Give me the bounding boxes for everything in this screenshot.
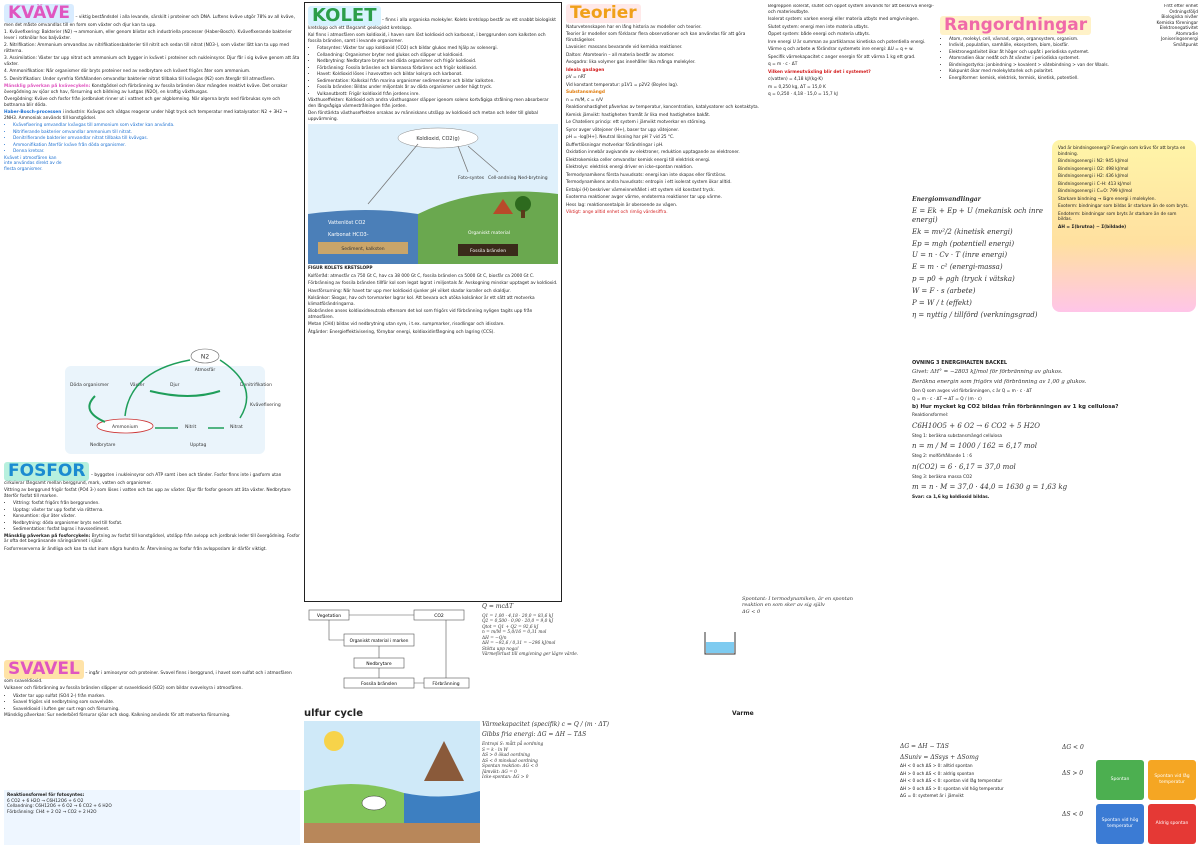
teori-line: Dalton: Atomteorin – all materia består av atomer. xyxy=(566,52,675,58)
gibbs-cond-2: ΔS > 0 xyxy=(1062,769,1084,777)
kol-fig-text: Kolförråd: atmosfär ca 750 Gt C, hav ca 38 000 Gt C, fossila bränslen ca 5000 Gt C, biosfär ca 2000 Gt C. xyxy=(308,273,535,279)
teori2-section xyxy=(768,4,938,204)
rang-tr-line: Joniseringsenergi xyxy=(1161,37,1198,42)
note2-line: Värmekapacitet (specifik) c = Q / (m · ΔT) xyxy=(482,720,610,728)
teori-formula-heading: Ideala gaslagen xyxy=(566,67,605,73)
gibbs-line: ΔH < 0 och ΔS > 0: alltid spontan xyxy=(900,764,973,770)
teori-gas-text: Vid konstant temperatur: p1V1 = p2V2 (Boyles lag). xyxy=(566,82,679,88)
ovning-step: Steg 3: beräkna massa CO2 xyxy=(912,474,973,480)
kvave-p3: 3. Assimilation: Växter tar upp nitrat och ammonium och bygger in kvävet i proteiner och nukleinsyror. Djur får i sig kväve genom att äta växter. xyxy=(4,56,300,67)
svavel-human: Mänsklig påverkan: Sur nederbörd försurar sjöar och skog. Kalkning används för att motverka försurning. xyxy=(4,713,231,719)
nitrat-label: Nitrat xyxy=(230,425,243,430)
energi-line: W = F · s (arbete) xyxy=(912,287,976,296)
kvave-p5: 5. Denitrifikation: Under syrefria förhållanden omvandlar bakterier nitrat tillbaka till kvävgas (N2) som återgår till atmosfären. xyxy=(4,76,276,82)
sediment-label: Sediment, kalksten xyxy=(341,247,385,253)
ocean-label: Vattenlöst CO2 xyxy=(328,220,366,227)
teori2-line: Slutet system: energi men inte materia utbyts. xyxy=(768,24,869,30)
fosfor-human: Brytning av fosfat till konstgödsel, utsläpp från avlopp och jordbruk leder till övergödning. Fosfor är ofta det begränsande näringsämnet i sjöar. xyxy=(4,533,300,545)
list-item: • Vittring: fosfat frigörs från berggrunden. xyxy=(13,501,300,507)
note2-line: Spontan reaktion: ΔG < 0 xyxy=(482,764,539,770)
ovning-step: n(CO2) = 6 · 6,17 = 37,0 mol xyxy=(912,462,1016,471)
ovning-line: Q = m · c · ΔT ⇒ ΔT = Q / (m · c) xyxy=(912,396,982,402)
teori-mol: n = m/M, c = n/V xyxy=(566,97,603,103)
fix-label: Kvävefixering xyxy=(250,403,281,408)
list-item: • Vulkanutbrott: Frigör koldioxid från jordens inre. xyxy=(317,92,558,98)
list-item: • Upptag: växter tar upp fosfat via rötterna. xyxy=(13,508,300,514)
cow-icon xyxy=(362,796,386,810)
sulfur-cycle-diagram xyxy=(304,721,480,843)
flowchart xyxy=(304,606,480,706)
teori-more: Kemisk jämvikt: hastigheten framåt är lika med hastigheten bakåt. xyxy=(566,112,711,118)
ovning-line: Beräkna energin som frigörs vid förbränning av 1,00 g glukos. xyxy=(912,379,1087,386)
fc-label-4: Nedbrytare xyxy=(366,662,392,667)
teori2-line: Isolerat system: varken energi eller materia utbyts med omgivningen. xyxy=(768,17,919,22)
teori2-line: Öppet system: både energi och materia utbyts. xyxy=(768,32,871,37)
note2-line: Icke-spontan: ΔG > 0 xyxy=(482,775,529,781)
bottom-left-l4: Förbränning: CH4 + 2 O2 → CO2 + 2 H2O xyxy=(7,809,97,815)
ovning-line: Givet: ΔH° = −2803 kJ/mol för förbränning av glukos. xyxy=(912,369,1063,376)
rang-tr-line: Elektronegativitet xyxy=(1159,26,1198,31)
gibbs-cond-3: ΔS < 0 xyxy=(1062,811,1084,819)
teori-more: Exoterma reaktioner avger värme, endoterma reaktioner tar upp värme. xyxy=(566,195,722,201)
teori-more: Le Chateliers princip: ett system i jämvikt motverkar en störning. xyxy=(566,120,707,126)
ovning-step: m = n · M = 37,0 · 44,0 = 1630 g = 1,63 kg xyxy=(912,483,1068,492)
list-item: • Bindningsstyrka: jonbindning > kovalent > vätebindning > van der Waals. xyxy=(949,63,1136,69)
list-item: • Ammonifikation återför kväve från döda organismer. xyxy=(13,143,300,149)
teori-section xyxy=(566,4,766,596)
teori2-line: Specifik värmekapacitet c anger energin för att värma 1 kg ett grad. xyxy=(768,54,916,60)
soil xyxy=(304,823,480,843)
list-item: • Cellandning: Organismer bryter ned glukos och släpper ut koldioxid. xyxy=(317,53,558,59)
resp-label: Cell-andning xyxy=(488,176,517,182)
box-line: Bindningsenergi i C=O: 799 kJ/mol xyxy=(1058,189,1133,194)
rang-tr-line: Smältpunkt xyxy=(1173,42,1198,48)
kvave-side-note: Kvävet i atmosfären kan inte användas direkt av de flesta organismer. xyxy=(4,155,62,172)
list-item: • Havet: Koldioxid löses i havsvatten och bildar kolsyra och karbonat. xyxy=(317,72,558,78)
energi-line: E = Ek + Ep + U (mekanisk och inre energi) xyxy=(912,206,1043,224)
list-item: • Denitrifierande bakterier omvandlar nitrat tillbaka till kvävgas. xyxy=(13,136,300,142)
ovning-step: Reaktionsformel: xyxy=(912,413,949,419)
decomp-label: Nedbrytare xyxy=(90,443,116,448)
fossil-label: Fossila bränslen xyxy=(469,249,507,255)
list-item: • Nedbrytning: döda organismer bryts ned till fosfat. xyxy=(13,521,300,527)
rang-tr-line: Kemiska föreningar xyxy=(1156,20,1198,26)
fc-arrows xyxy=(329,615,446,683)
teori-more: Termodynamikens andra huvudsats: entropin i ett isolerat system ökar alltid. xyxy=(566,180,732,186)
animals-label: Djur xyxy=(170,383,180,388)
kvave-title: KVÄVE xyxy=(4,4,74,23)
box-line: ΔH = Σ(brutna) − Σ(bildade) xyxy=(1058,224,1127,230)
teori-line: Lavoisier: massans bevarande vid kemiska reaktioner. xyxy=(566,45,683,51)
box-spontan xyxy=(1096,760,1144,800)
fosfor-extra: Fosforreserverna är ändliga och kan ta slut inom några hundra år. Återvinning av fosfor från avloppsslam är därför viktigt. xyxy=(4,546,267,552)
note-line: Stötta upp noga! xyxy=(482,646,519,652)
kvave-p1: 1. Kvävefixering: Bakterier (N2) → ammonium, eller genom blixtar och industriella processer (Haber-Bosch). Kvävefixerande bakterier lever i rotknölar hos baljväxter. xyxy=(4,30,292,41)
box-lowT xyxy=(1148,760,1196,800)
kvave-p4: 4. Ammonifikation: När organismer dör bryts proteiner ned av nedbrytare och kvävet frigörs åter som ammonium. xyxy=(4,69,251,75)
energi-line: P = W / t (effekt) xyxy=(912,299,972,308)
list-item: • Växter tar upp sulfat (SO4 2-) från marken. xyxy=(13,694,300,700)
ovning-heading: ÖVNING 3 ENERGIHALTEN BACKEL xyxy=(912,360,1008,366)
box-never xyxy=(1148,804,1196,844)
sulfur-cycle-title: ulfur cycle xyxy=(304,708,364,719)
beaker-icon xyxy=(700,630,740,656)
gibbs-section xyxy=(900,740,1060,846)
box-spontan-label: Spontan xyxy=(1110,777,1130,783)
teori-more: Elektrokemiska celler omvandlar kemisk energi till elektrisk energi. xyxy=(566,157,711,163)
ovning-step: Steg 1: beräkna substansmängd cellulosa xyxy=(912,433,1003,439)
dead-label: Döda organismer xyxy=(70,383,109,388)
list-item: • Svavel frigörs vid nedbrytning som svavelväte. xyxy=(13,700,300,706)
gibbs-line: ΔH > 0 och ΔS < 0: aldrig spontan xyxy=(900,771,975,777)
rang-section xyxy=(940,4,1136,140)
tree xyxy=(515,196,531,212)
upptag-label: Upptag xyxy=(190,443,207,448)
box-never-label: Aldrig spontan xyxy=(1155,821,1189,827)
note-line: Q2 = 0,500 · 0,90 · 20,0 = 9,0 kJ xyxy=(482,619,554,625)
n2-label: N2 xyxy=(200,353,210,361)
list-item: • Elektronegativitet ökar åt höger och uppåt i periodiska systemet. xyxy=(949,50,1136,56)
notes-mid2-title: Varme xyxy=(732,710,754,717)
bottom-left-l3: Cellandning: C6H12O6 + 6 O2 → 6 CO2 + 6 H2O xyxy=(7,804,112,809)
list-item: • Atomradien ökar nedåt och åt vänster i periodiska systemet. xyxy=(949,56,1136,62)
kol-p3: Den förstärkta växthuseffekten orsakas av människans utsläpp av koldioxid och metan och leder till global uppvärmning. xyxy=(308,111,538,122)
box-highT-label: Spontan vid hög temperatur xyxy=(1101,818,1139,829)
rang-title: Rangordningar xyxy=(940,16,1091,35)
atm-label: Atmosfär xyxy=(194,368,216,373)
energi-line: Ek = mv²/2 (kinetisk energi) xyxy=(912,227,1013,236)
fosfor-bullets xyxy=(4,501,300,533)
diagram-background xyxy=(65,366,265,454)
note-line: Värmeförlust till omgivning ger lägre värde. xyxy=(482,652,579,658)
hand-line: ΔG < 0 xyxy=(742,608,761,615)
teori-more: Reaktionshastighet påverkas av temperatur, koncentration, katalysatorer och kontaktyta. xyxy=(566,105,760,111)
teori2-calc: q = 0,250 · 4,18 · 15,0 = 15,7 kJ xyxy=(768,92,838,97)
kvave-haber: i industrin: Kvävgas och vätgas reagerar under högt tryck och temperatur med katalysator: N2 + 3H2 → 2NH3. Ammoniak används till konstgödsel. xyxy=(4,110,288,121)
energi-line: U = n · Cv · T (inre energi) xyxy=(912,251,1008,260)
fc-label-6: Förbränning xyxy=(432,682,460,687)
rang-bullets xyxy=(940,37,1136,82)
fc-label-3: Organiskt material i marken xyxy=(349,638,409,643)
kol-section xyxy=(304,2,562,602)
box-line: Bindningsenergi i N2: 945 kJ/mol xyxy=(1058,159,1129,164)
box-line: Starkare bindning → lägre energi i molekylen. xyxy=(1058,196,1156,202)
ovning-step: C6H10O5 + 6 O2 → 6 CO2 + 5 H2O xyxy=(912,421,1041,430)
gibbs-conditions xyxy=(1062,742,1094,846)
svavel-title: SVAVEL xyxy=(4,660,84,679)
kol-p5: Havsförsurning: När havet tar upp mer koldioxid sjunker pH vilket skadar koraller och skaldjur. xyxy=(308,288,511,294)
spontan-grid xyxy=(1096,760,1198,846)
rang-tr-line: Ordningsföljd xyxy=(1169,9,1198,15)
list-item: • Atom, molekyl, cell, vävnad, organ, organsystem, organism. xyxy=(949,37,1136,43)
teori2-line: Värme q och arbete w förändrar systemets inre energi: ΔU = q + w. xyxy=(768,47,914,52)
fc-label-5: Fossila bränslen xyxy=(360,682,398,687)
teori-mol-heading: Substansmängd xyxy=(566,90,605,96)
kvave-diagram xyxy=(10,346,300,458)
energi-heading: Energiomvandlingar xyxy=(912,196,981,203)
nitrogen-cycle-diagram xyxy=(10,346,300,458)
kol-p4: Förbränning av fossila bränslen tillför kol som legat lagrat i miljontals år. Avskogning minskar upptaget av koldioxid. xyxy=(308,281,558,287)
energi-line: p = p0 + ρgh (tryck i vätska) xyxy=(912,275,1015,284)
note-line: Q = mcΔT xyxy=(482,603,514,610)
kvave-human-heading: Mänsklig påverkan på kvävecykeln: xyxy=(4,84,91,90)
box-line: Endoterm: bindningar som bryts är starkare än de som bildas. xyxy=(1058,211,1177,222)
kvave-human: Konstgödsel och förbränning av fossila bränslen ökar mängden reaktivt kväve. Det orsakar övergödning av sjöar och hav, försurning och bildning av lustgas (N2O), en kraftig växthusgas. xyxy=(4,84,288,95)
kvave-eutrof: Övergödning: Kväve och fosfor från jordbruket rinner ut i vattnet och ger algblomning. När algerna bryts ned förbrukas syre och bottnarna blir döda. xyxy=(4,97,281,108)
kvave-p2: 2. Nitrifikation: Ammonium omvandlas av nitrifikationsbakterier till nitrit och sedan till nitrat (NO3-), som växter lätt kan ta upp med rötterna. xyxy=(4,43,289,54)
svavel-intro: – ingår i aminosyror och proteiner. Svavel finns i berggrund, i havet som sulfat och i atmosfären som svaveldioxid. xyxy=(4,671,292,684)
list-item: • Svaveldioxid i luften ger surt regn och försurning. xyxy=(13,707,300,713)
note-line: n = m/M = 5,0/16 = 0,31 mol xyxy=(482,630,547,636)
note2-line: ΔS > 0 ökad oordning xyxy=(482,753,530,759)
kol-intro: – finns i alla organiska molekyler. Kolets kretslopp består av ett snabbt biologiskt kretslopp och ett långsamt geologiskt kretslopp. xyxy=(308,18,556,31)
organic-label: Organiskt material xyxy=(468,231,510,237)
list-item: • Energiformer: kemisk, elektrisk, termisk, kinetisk, potentiell. xyxy=(949,76,1136,82)
kol-p6: Kolsänkor: Skogar, hav och torvmarker lagrar kol. Att bevara och utöka kolsänkor är ett sätt att motverka klimatförändringarna. xyxy=(308,296,535,307)
sun-icon xyxy=(324,731,344,751)
note-line: Q1 = 1,00 · 4,18 · 20,0 = 83,6 kJ xyxy=(482,613,554,619)
photo-label: Foto-syntes xyxy=(458,176,485,182)
energi-line: Ep = mgh (potentiell energi) xyxy=(912,239,1015,248)
bottom-left-l1: Reaktionsformel för fotosyntes: xyxy=(7,793,85,798)
energi-section xyxy=(912,196,1050,356)
box-line: Bindningsenergi i O2: 498 kJ/mol xyxy=(1058,166,1129,172)
teori2-line: q = m · c · ΔT xyxy=(768,62,798,67)
teori-formula: pV = nRT xyxy=(566,75,587,81)
teori-line: Teorier är modeller som förklarar flera observationer och kan användas för att göra förutsägelser. xyxy=(566,32,746,43)
kol-p8: Metan (CH4) bildas vid nedbrytning utan syre, i t.ex. sumpmarker, risodlingar och idisslare. xyxy=(308,322,505,328)
list-item: • Nedbrytning: Nedbrytare bryter ned döda organismer och frigör koldioxid. xyxy=(317,59,558,65)
sulfur-cycle-area xyxy=(304,708,480,846)
notes-hand-1 xyxy=(742,596,898,640)
kvave-bullets xyxy=(4,123,300,155)
kvave-haber-heading: Haber-Bosch-processen xyxy=(4,110,62,116)
kol-p2: Växthuseffekten: Koldioxid och andra växthusgaser släpper igenom solens kortvågiga strålning men absorberar den långvågiga värmestrålningen från jorden. xyxy=(308,98,549,109)
plants-label: Växter xyxy=(130,383,145,388)
ammonium-label: Ammonium xyxy=(112,425,138,430)
list-item: • Kvävefixering omvandlar kvävgas till ammonium som växter kan använda. xyxy=(13,123,300,129)
teori-line: Naturvetenskapen har en lång historia av modeller och teorier. xyxy=(566,24,702,30)
ovning-step: n = m / M = 1000 / 162 = 6,17 mol xyxy=(912,442,1037,451)
box-line: Bindningsenergi i C–H: 413 kJ/mol xyxy=(1058,181,1131,187)
energi-line: η = nyttig / tillförd (verkningsgrad) xyxy=(912,311,1038,320)
list-item: • Individ, population, samhälle, ekosystem, biom, biosfär. xyxy=(949,43,1136,49)
teori-more: Hess lag: reaktionsentalpin är oberoende av vägen. xyxy=(566,202,678,208)
teori2-line: Begreppen isolerat, slutet och öppet system används för att beskriva energi- och materieutbyte. xyxy=(768,4,934,15)
gibbs-cond-1: ΔG < 0 xyxy=(1062,744,1084,751)
teori-more: Oxidation innebär avgivande av elektroner, reduktion upptagande av elektroner. xyxy=(566,150,740,156)
flowchart-area xyxy=(304,606,480,706)
carbonate-label: Karbonat HCO3- xyxy=(328,232,369,239)
list-item: • Förbränning: Fossila bränslen och biomassa förbränns och frigör koldioxid. xyxy=(317,66,558,72)
fc-label-1: Vegetation xyxy=(316,614,342,619)
teori2-calc: c(vatten) = 4,18 kJ/(kg·K) xyxy=(768,77,823,82)
teori-more: Syror avger vätejoner (H+), baser tar upp vätejoner. xyxy=(566,127,679,133)
gibbs-line: ΔH < 0 och ΔS < 0: spontan vid låg temperatur xyxy=(900,779,1003,785)
teori-red-line: Viktigt: ange alltid enhet och rimlig värdesiffra. xyxy=(566,210,668,216)
kol-p7: Biobränslen anses koldioxidneutrala eftersom det kol som frigörs vid förbränning nyligen tagits upp från atmosfären. xyxy=(308,309,533,320)
teori-more: Buffertlösningar motverkar förändringar i pH. xyxy=(566,142,664,148)
tree-trunk xyxy=(521,210,525,218)
fosfor-intro: – byggsten i nukleinsyror och ATP samt i ben och tänder. Fosfor finns inte i gasform utan cirkulerar långsamt mellan berggrund, mark, vatten och organismer. xyxy=(4,473,282,486)
kol-title: KOLET xyxy=(308,6,381,26)
kol-p1: Kol finns i atmosfären som koldioxid, i haven som löst koldioxid och karbonat, i berggrunden som kalksten och fossila bränslen, samt i levande organismer. xyxy=(308,33,546,44)
box-line: Vad är bindningsenergi? Energin som krävs för att bryta en bindning. xyxy=(1058,146,1186,157)
box-line: Bindningsenergi i H2: 436 kJ/mol xyxy=(1058,174,1129,179)
teori-title: Teorier xyxy=(566,4,641,23)
kol-fig-heading: FIGUR KOLETS KRETSLOPP xyxy=(308,266,373,272)
svavel-bullets xyxy=(4,694,300,713)
note-line: ΔH = −Q/n xyxy=(482,635,507,641)
teori2-red-heading: Vilken värmeutväxling blir det i systemet? xyxy=(768,69,871,75)
list-item: • Sedimentation: Kalkskal från marina organismer sedimenterar och bildar kalksten. xyxy=(317,79,558,85)
fosfor-human-heading: Mänsklig påverkan på fosforcykeln: xyxy=(4,533,91,539)
ovning-step: Svar: ca 1,6 kg koldioxid bildas. xyxy=(912,495,990,501)
list-item: • Denna kretsar. xyxy=(13,149,300,155)
fosfor-section xyxy=(4,462,300,658)
hand-line: Spontant: I termodynamiken, är en spontan xyxy=(742,596,853,602)
note-line: Qtot = Q1 + Q2 = 92,6 kJ xyxy=(482,624,539,630)
teori-more: Termodynamikens första huvudsats: energi kan inte skapas eller förstöras. xyxy=(566,172,727,178)
bottom-left-l2: 6 CO2 + 6 H2O → C6H12O6 + 6 O2 xyxy=(7,798,84,804)
list-item: • Nitrifierande bakterier omvandlar ammonium till nitrat. xyxy=(13,130,300,136)
list-item: • Konsumtion: djur äter växter. xyxy=(13,514,300,520)
bottom-left-box xyxy=(4,790,300,845)
ovning-line: Den Q som avges vid förbränningen, c är Q = m · c · ΔT xyxy=(912,389,1032,395)
note2-line: S = k · ln W xyxy=(482,747,508,753)
kol-bullets xyxy=(308,46,558,97)
note2-line: ΔS < 0 minskad oordning xyxy=(482,758,538,764)
ovning-step: Steg 2: molförhållande 1 : 6 xyxy=(912,454,973,460)
note-line: ΔH = −92,6 / 0,31 = −296 kJ/mol xyxy=(482,641,556,647)
svavel-p1: Vulkaner och förbränning av fossila bränslen släpper ut svaveldioxid (SO2) som bildar svavelsyra i atmosfären. xyxy=(4,686,243,692)
ovning-section xyxy=(912,360,1198,738)
list-item: • Kokpunkt ökar med molekylstorlek och polaritet. xyxy=(949,69,1136,75)
gibbs-formula-2: ΔSuniv = ΔSsys + ΔSomg xyxy=(900,753,979,761)
gibbs-line: ΔH > 0 och ΔS > 0: spontan vid hög temperatur xyxy=(900,786,1004,792)
nitrit-label: Nitrit xyxy=(185,425,197,430)
note2-line: Jämvikt: ΔG = 0 xyxy=(482,769,517,775)
note2-line: Entropi S: mått på oordning xyxy=(482,742,544,748)
teori-more: Elektrolys: elektrisk energi driver en icke-spontan reaktion. xyxy=(566,165,694,171)
list-item: • Sedimentation: fosfat lagras i havssediment. xyxy=(13,527,300,533)
svavel-section xyxy=(4,660,300,788)
kvave-intro: – viktig beståndsdel i alla levande, särskilt i proteiner och DNA. Luftens kväve utgör 78% av all kväve, men det måste omvandlas till en form som växter och djur kan ta upp. xyxy=(4,15,295,28)
kol-p9: Åtgärder: Energieffektivisering, förnybar energi, koldioxidinfångning och lagring (CCS). xyxy=(308,329,495,335)
teori2-calc: m = 0,250 kg, ΔT = 15,0 K xyxy=(768,84,826,90)
notes-mid xyxy=(482,600,742,708)
fosfor-p1: Vittring av berggrund frigör fosfat (PO4 3-) som löses i vatten och tas upp av växter. Djur får fosfor genom att äta växter. Nedbrytare återför fosfat till marken. xyxy=(4,488,291,499)
rang-tr-line: Fritt efter enhet xyxy=(1164,4,1198,9)
atm-label: Koldioxid, CO2(g) xyxy=(416,136,460,143)
note2-line: Gibbs fria energi: ΔG = ΔH − TΔS xyxy=(482,731,587,739)
fc-label-2: CO2 xyxy=(434,614,444,619)
box-line: Exoterm: bindningar som bildas är starkare än de som bryts. xyxy=(1058,204,1189,209)
ovning-question: b) Hur mycket kg CO2 bildas från förbränningen av 1 kg cellulosa? xyxy=(912,404,1119,411)
notes-mid2 xyxy=(482,710,898,846)
box-lowT-label: Spontan vid låg temperatur xyxy=(1154,774,1190,785)
decomp-label: Ned-brytning xyxy=(518,176,548,182)
denitr-label: Denitrifikation xyxy=(240,383,272,388)
list-item: • Fotosyntes: Växter tar upp koldioxid (CO2) och bildar glukos med hjälp av solenergi. xyxy=(317,46,558,52)
teori2-line: Inre energi U är summan av partiklarnas kinetiska och potentiella energi. xyxy=(768,39,926,45)
bindning-box xyxy=(1052,140,1196,312)
hand-line: reaktion en som sker av sig själv xyxy=(742,602,825,609)
fosfor-title: FOSFOR xyxy=(4,462,89,481)
gibbs-formula-1: ΔG = ΔH − TΔS xyxy=(900,743,949,750)
rang-top-right xyxy=(1138,4,1198,94)
rang-tr-line: Atomradie xyxy=(1175,31,1198,37)
teori-more: pH = -log[H+]. Neutral lösning har pH 7 vid 25 °C. xyxy=(566,135,675,141)
teori-more: Entalpi (H) beskriver värmeinnehållet i ett system vid konstant tryck. xyxy=(566,187,715,193)
energi-line: E = m · c² (energi-massa) xyxy=(912,263,1003,272)
carbon-cycle-diagram xyxy=(308,124,558,264)
teori-line: Avogadro: lika volymer gas innehåller lika många molekyler. xyxy=(566,60,696,66)
list-item: • Fossila bränslen: Bildas under miljontals år av döda organismer under högt tryck. xyxy=(317,85,558,91)
box-highT xyxy=(1096,804,1144,844)
gibbs-line: ΔG = 0: systemet är i jämvikt xyxy=(900,794,964,800)
rang-tr-line: Biologiska nivåer xyxy=(1161,15,1198,20)
